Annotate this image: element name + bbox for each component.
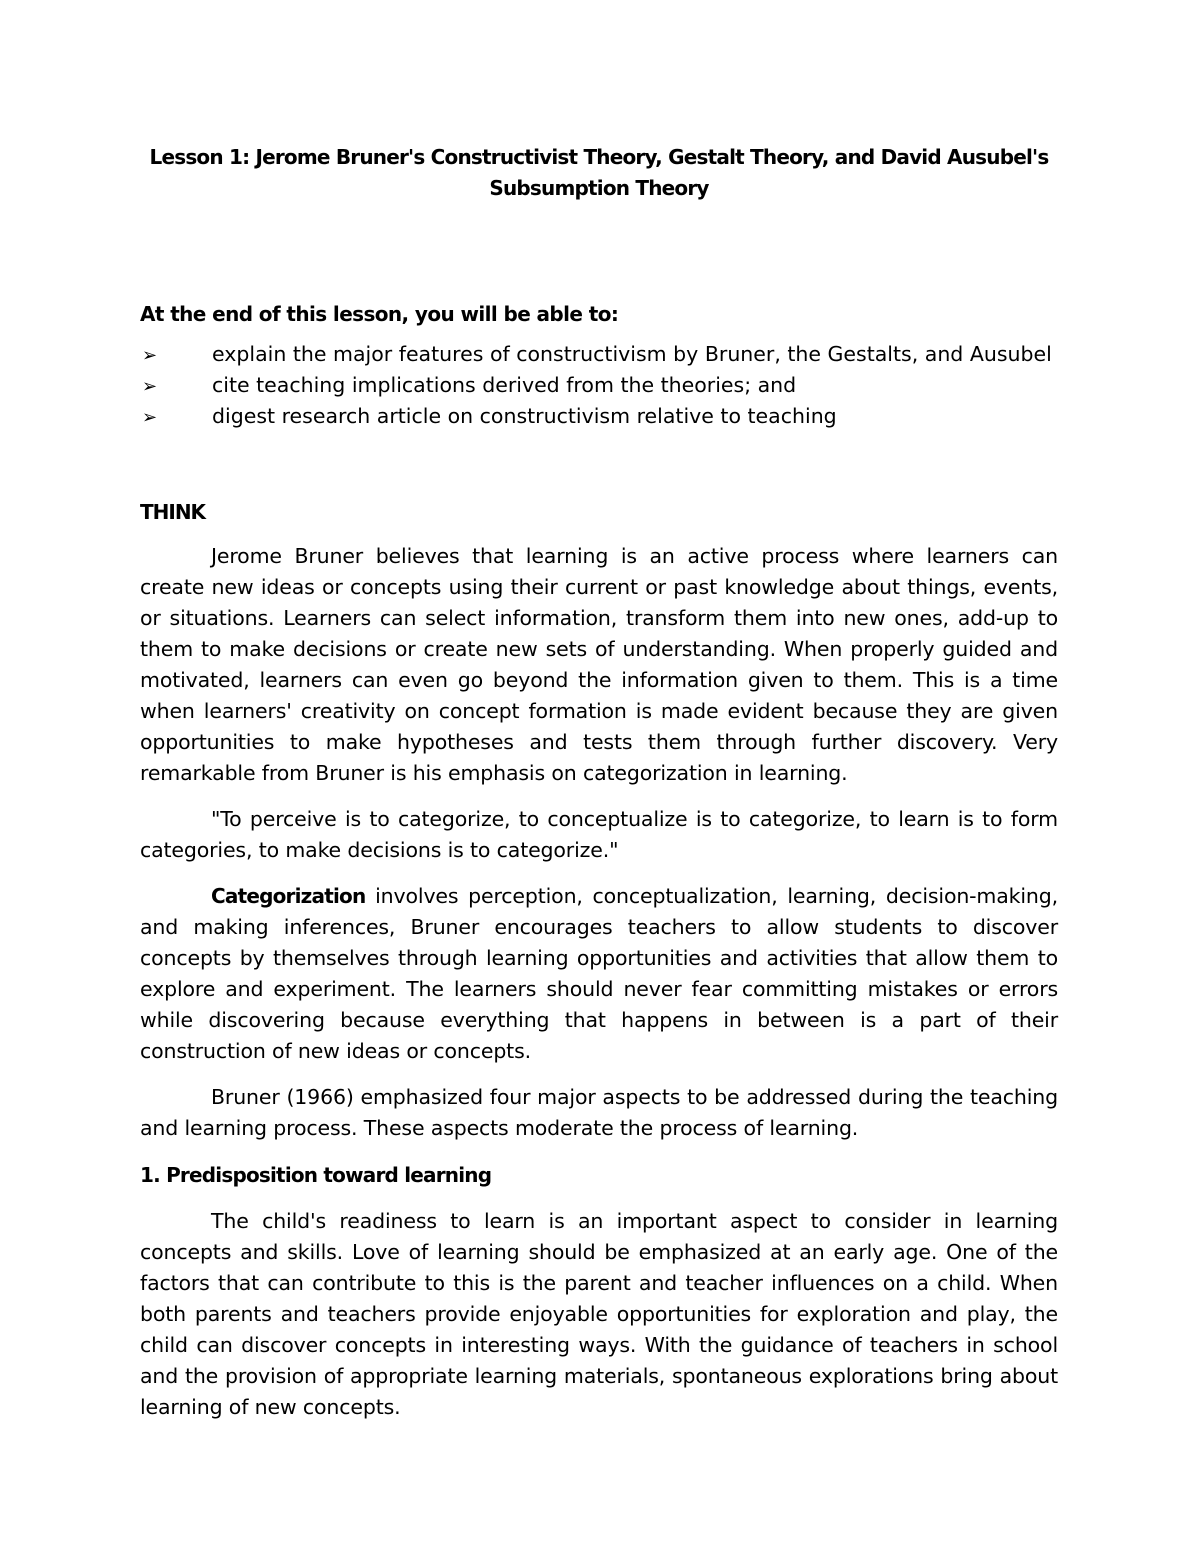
categorization-text: involves perception, conceptualization, learning, decision-making, and making inferences, Bruner encourages teachers to allow students to discover concepts by themselves through learning opportunities and activities that allow them to explore and experiment. The learners should never fear committing mistakes or errors while discovering because everything that happens in between is a part of their construction of new ideas or concepts. [140, 884, 1058, 1063]
section-heading-predisposition: 1. Predisposition toward learning [140, 1163, 492, 1187]
objectives-heading: At the end of this lesson, you will be able to: [140, 302, 619, 326]
think-heading: THINK [140, 500, 206, 524]
lesson-title-line-1: Lesson 1: Jerome Bruner's Constructivist Theory, Gestalt Theory, and David Ausubel's [149, 145, 1049, 169]
list-item [140, 339, 1058, 370]
categorization-term: Categorization [211, 884, 366, 908]
arrow-bullet-icon: ➢ [142, 345, 158, 366]
lesson-title [140, 142, 1058, 204]
four-aspects-paragraph: Bruner (1966) emphasized four major aspects to be addressed during the teaching and learning process. These aspects moderate the process of learning. [140, 1085, 1058, 1140]
list-item [140, 370, 1058, 401]
bruner-intro-paragraph: Jerome Bruner believes that learning is an active process where learners can create new ideas or concepts using their current or past knowledge about things, events, or situations. Learners can select information, transform them into new ones, add-up to them to make decisions or create new sets of understanding. When properly guided and motivated, learners can even go beyond the information given to them. This is a time when learners' creativity on concept formation is made evident because they are given opportunities to make hypotheses and tests them through further discovery. Very remarkable from Bruner is his emphasis on categorization in learning. [140, 544, 1058, 785]
lesson-title-line-2: Subsumption Theory [489, 176, 709, 200]
objective-text: cite teaching implications derived from the theories; and [212, 373, 797, 397]
list-item [140, 401, 1058, 432]
arrow-bullet-icon: ➢ [142, 376, 158, 397]
objective-text: digest research article on constructivism relative to teaching [212, 404, 837, 428]
categorization-paragraph [140, 881, 1058, 1067]
categorize-quote: "To perceive is to categorize, to conceptualize is to categorize, to learn is to form categories, to make decisions is to categorize." [140, 807, 1058, 862]
arrow-bullet-icon: ➢ [142, 407, 158, 428]
predisposition-paragraph: The child's readiness to learn is an important aspect to consider in learning concepts and skills. Love of learning should be emphasized at an early age. One of the factors that can contribute to this is the parent and teacher influences on a child. When both parents and teachers provide enjoyable opportunities for exploration and play, the child can discover concepts in interesting ways. With the guidance of teachers in school and the provision of appropriate learning materials, spontaneous explorations bring about learning of new concepts. [140, 1209, 1058, 1419]
objectives-list [140, 339, 1058, 432]
objective-text: explain the major features of constructivism by Bruner, the Gestalts, and Ausubel [212, 342, 1052, 366]
page-content [140, 142, 1058, 1423]
